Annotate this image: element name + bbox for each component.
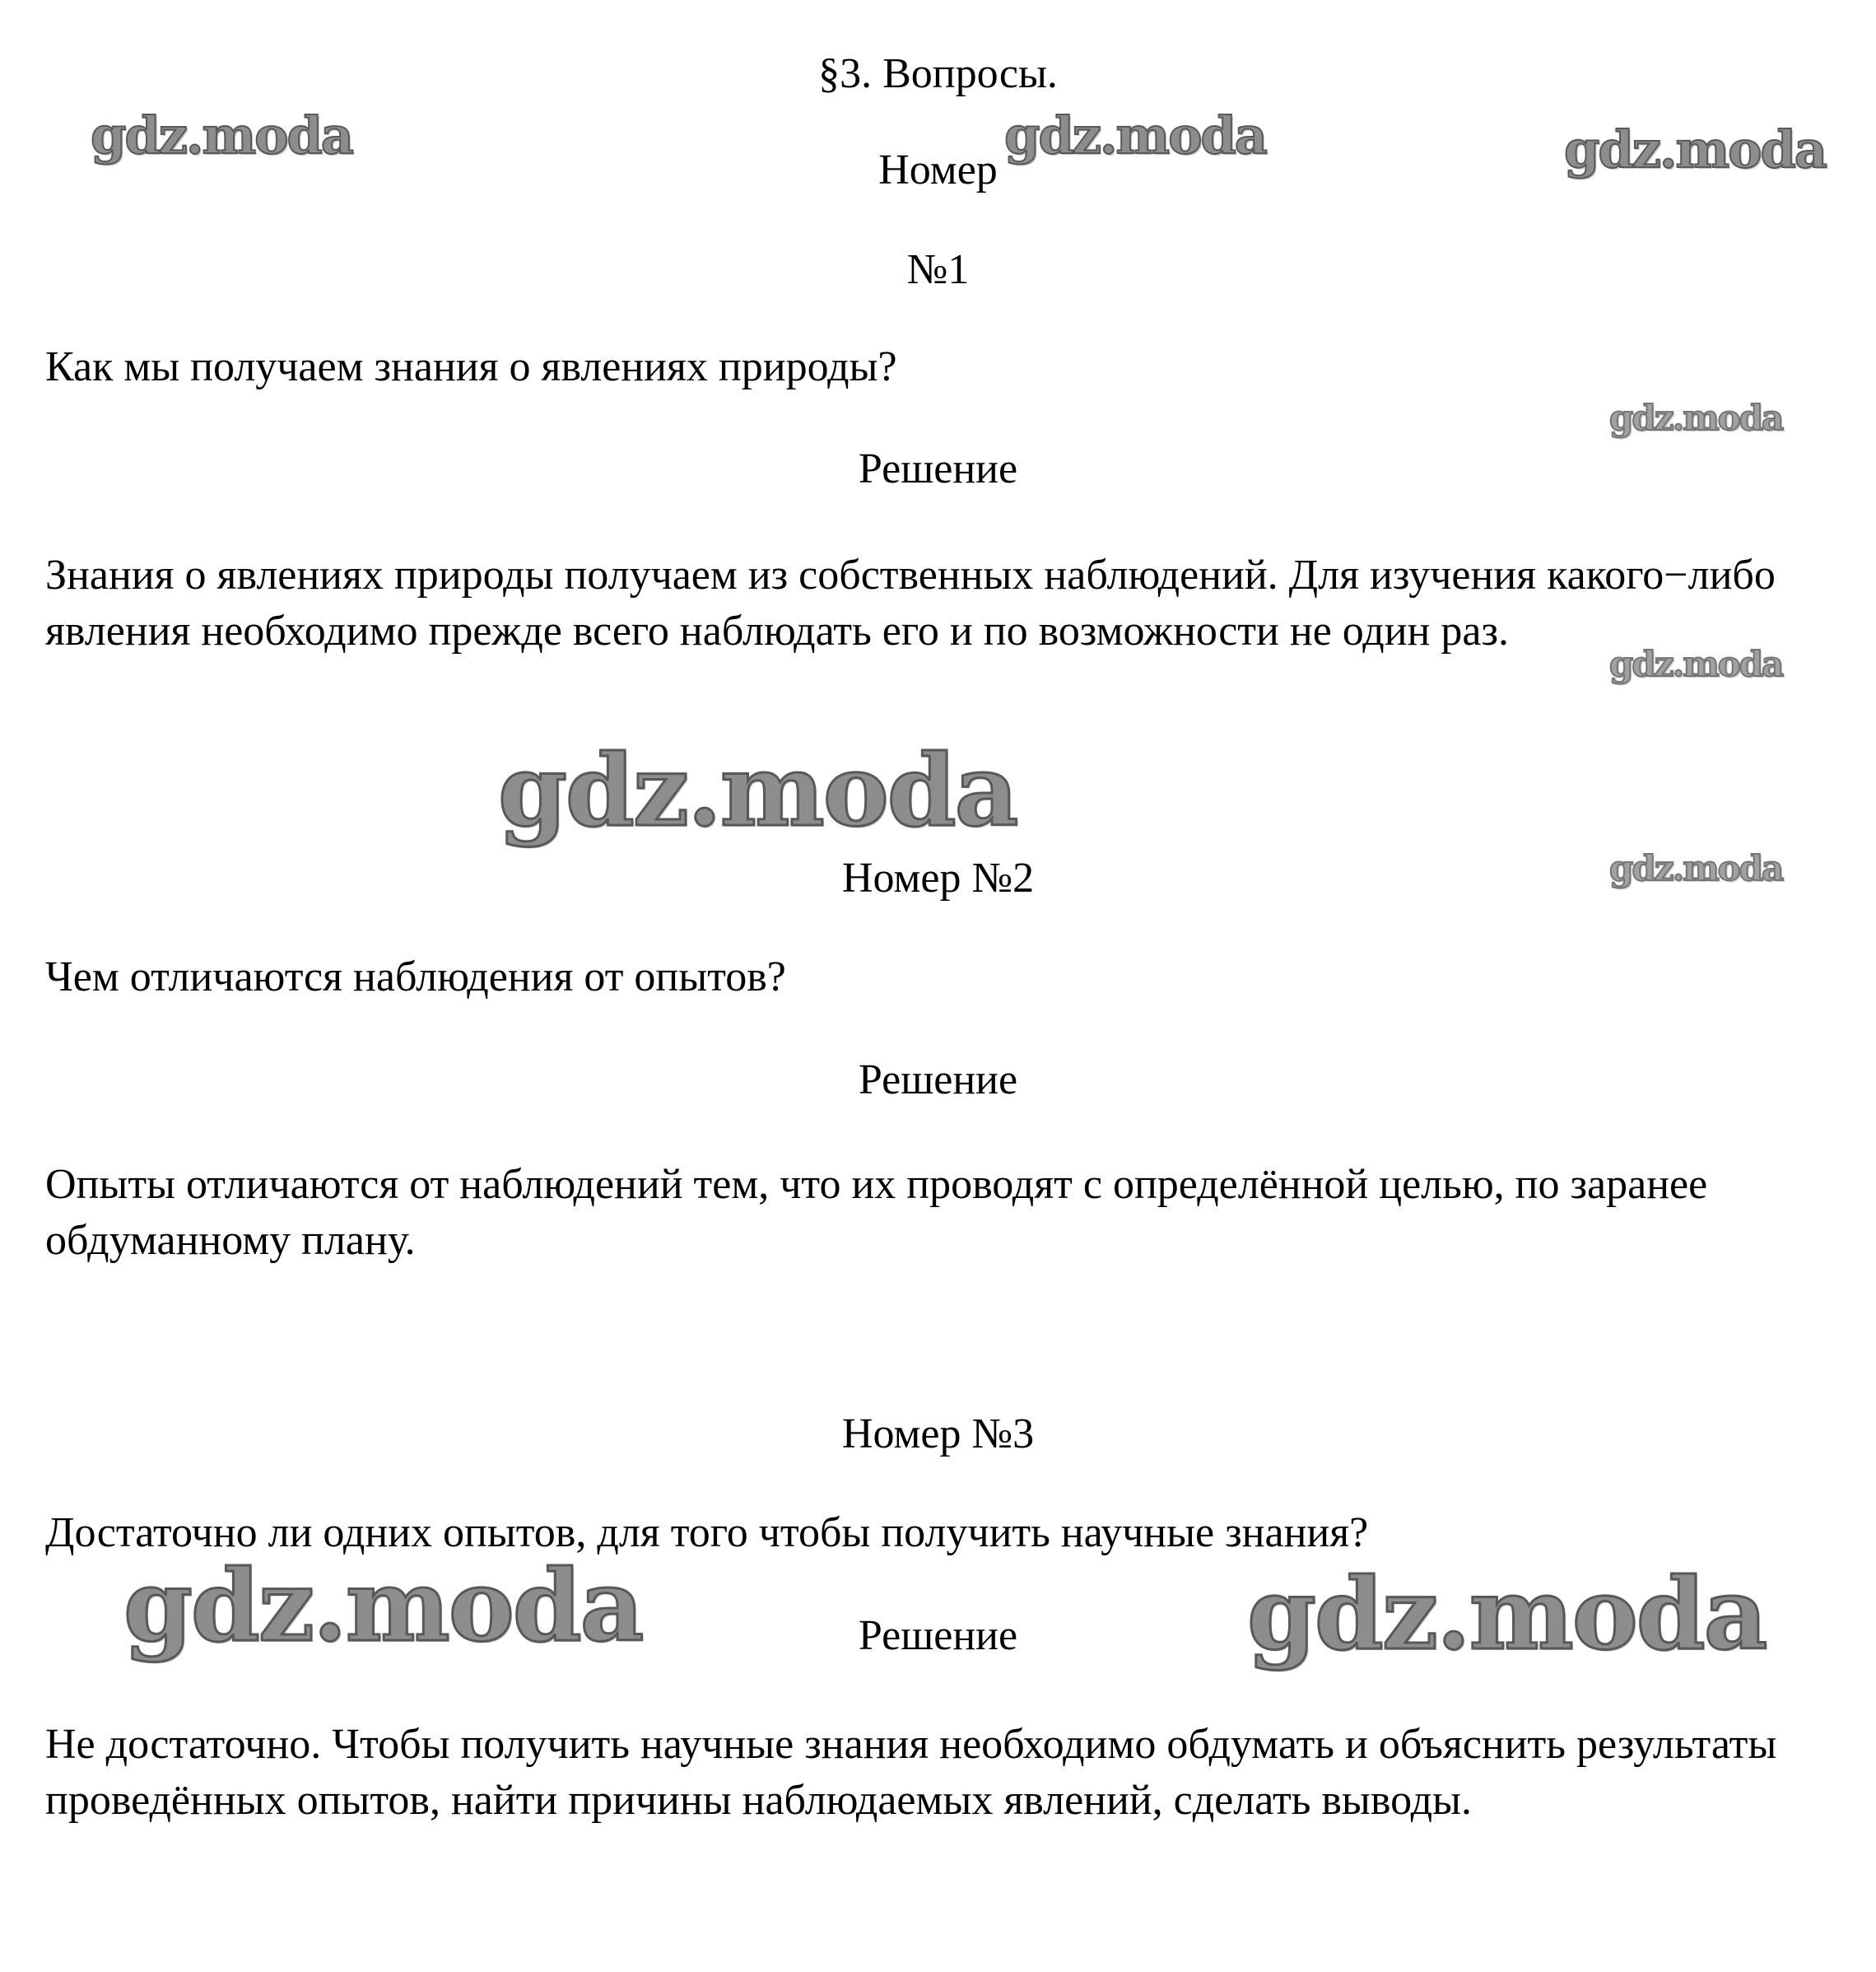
question-2: Чем отличаются наблюдения от опытов? bbox=[45, 953, 786, 1000]
watermark-logo: gdz.moda bbox=[1247, 1556, 1767, 1672]
number-label: Номер bbox=[878, 147, 998, 193]
answer-3: Не достаточно. Чтобы получить научные знания необходимо обдумать и объяснить результаты проведённых опытов, найти причины наблюдаемых явлений, сделать выводы. bbox=[45, 1721, 1777, 1824]
solution-label-1: Решение bbox=[858, 445, 1018, 492]
watermark-logo: gdz.moda bbox=[123, 1548, 643, 1664]
answer-2: Опыты отличаются от наблюдений тем, что их проводят с определённой целью, по заранее обдуманному плану. bbox=[45, 1161, 1708, 1264]
watermark-logo: gdz.moda bbox=[1609, 848, 1783, 888]
solution-label-3: Решение bbox=[858, 1612, 1018, 1659]
watermark-logo: gdz.moda bbox=[1564, 119, 1826, 179]
question-3: Достаточно ли одних опытов, для того чтобы получить научные знания? bbox=[45, 1509, 1369, 1556]
answer-1: Знания о явлениях природы получаем из собственных наблюдений. Для изучения какого−либо явления необходимо прежде всего наблюдать его и по возможности не один раз. bbox=[45, 552, 1776, 655]
watermark-logo: gdz.moda bbox=[1004, 105, 1266, 165]
solution-label-2: Решение bbox=[858, 1056, 1018, 1103]
number-heading-2: Номер №2 bbox=[841, 855, 1035, 902]
number-value: №1 bbox=[906, 246, 970, 293]
page-title: §3. Вопросы. bbox=[818, 50, 1058, 97]
watermark-logo: gdz.moda bbox=[498, 733, 1017, 849]
question-1: Как мы получаем знания о явлениях природы? bbox=[45, 343, 897, 390]
watermark-logo: gdz.moda bbox=[1609, 398, 1783, 438]
watermark-logo: gdz.moda bbox=[91, 105, 352, 165]
watermark-logo: gdz.moda bbox=[1609, 644, 1783, 684]
number-heading-3: Номер №3 bbox=[841, 1410, 1035, 1457]
